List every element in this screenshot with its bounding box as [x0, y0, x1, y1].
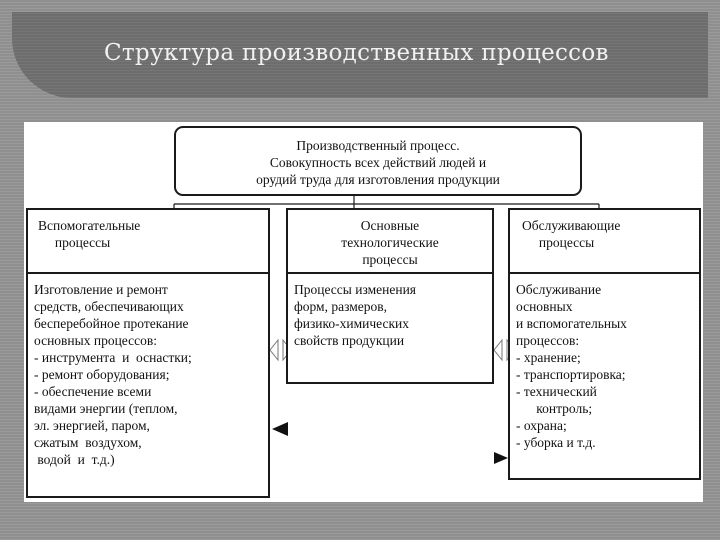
arrow-into-service [494, 452, 508, 464]
service-processes-column [508, 208, 701, 480]
auxiliary-body: Изготовление и ремонт средств, обеспечивающих бесперебойное протекание основных процессов: - инструмента и оснастки; - ремонт оборудования; - обеспечение всеми видами энергии (теплом, эл. энергией, паром, сжатым воздухом, водой и т.д.) [34, 282, 192, 467]
main-processes-column [286, 208, 494, 384]
production-process-text: Производственный процесс. Совокупность всех действий людей и орудий труда для изготовления продукции [256, 138, 500, 187]
auxiliary-processes-column [26, 208, 270, 498]
service-divider [510, 272, 699, 274]
main-body: Процессы изменения форм, размеров, физико-химических свойств продукции [294, 282, 417, 348]
slide-title: Структура производственных процессов [104, 40, 609, 66]
production-process-box [174, 126, 582, 196]
process-structure-diagram [24, 122, 703, 502]
arrow-into-auxiliary [272, 422, 288, 436]
main-divider [288, 272, 492, 274]
service-heading: Обслуживающие процессы [522, 218, 621, 250]
service-body: Обслуживание основных и вспомогательных процессов: - хранение; - транспортировка; - технический контроль; - охрана; - уборка и т.д. [516, 282, 627, 450]
auxiliary-divider [28, 272, 268, 274]
main-heading: Основные технологические процессы [341, 218, 439, 267]
auxiliary-heading: Вспомогательные процессы [38, 218, 141, 250]
